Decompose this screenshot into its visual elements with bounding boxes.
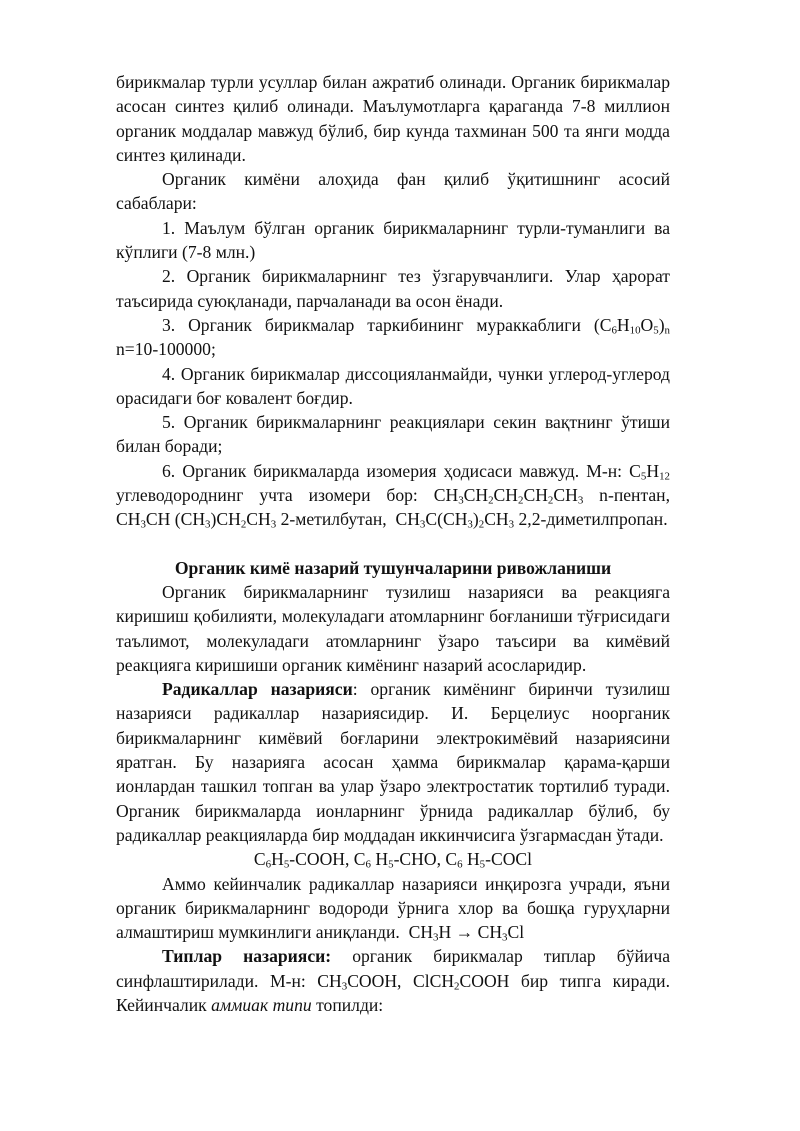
- radicals-title: Радикаллар назарияси: [162, 679, 353, 700]
- methylbutane-label: 2-метилбутан,: [280, 509, 387, 530]
- list-item-3-text: 3. Органик бирикмалар таркибининг мураккаблиги: [162, 314, 581, 335]
- dimethylpropane-label: 2,2-диметилпропан.: [518, 509, 668, 530]
- page-content: [116, 70, 670, 1017]
- types-text-c: топилди:: [316, 994, 384, 1015]
- list-item-6: 6. Органик бирикмаларда изомерия ҳодисаси мавжуд. М-н: $C_5H_{12}$ углеводороднинг учта изомери бор: $CH_3CH_2CH_2CH_2CH_3$ n-пентан, $CH_3CH$ $(CH_3)CH_2CH_3$ 2-метилбутан, $CH_3C(CH_3)_2CH_3$ 2,2-диметилпропан.: [116, 460, 670, 532]
- list-item-3-tail: n=10-100000;: [116, 339, 216, 360]
- list-item-6-intro: 6. Органик бирикмаларда изомерия ҳодисаси мавжуд. М-н:: [162, 460, 623, 481]
- formula-line: $C_6H_5$-COOH, $C_6$ $H_5$-CHO, $C_6$ $H_5$-COCl: [253, 849, 533, 871]
- paragraph-radicals: [116, 677, 670, 847]
- paragraph-crisis: Аммо кейинчалик радикаллар назарияси инқирозга учради, яъни органик бирикмаларнинг водороди ўрнига хлор ва бошқа гуруҳларни алмаштириш мумкинлиги аниқланди. $CH_3H \to CH_3Cl$: [116, 873, 670, 944]
- types-title: Типлар назарияси:: [162, 946, 332, 967]
- types-text-a: органик бирикмалар типлар бўйича синфлаштирилади. М-н:: [116, 946, 671, 991]
- radicals-text: : органик кимёнинг биринчи тузилиш назарияси радикаллар назариясидир. И. Берцелиус ноорганик бирикмаларнинг кимёвий боғларини электрокимёвий назариясини яратган. Бу назарияга асосан ҳамма бирикмалар қарама-қарши ионлардан ташкил топган ва улар ўзаро электростатик тортилиб туради. Органик бирикмаларда ионларнинг ўрнида радикаллар бўлиб, бу радикаллар реакцияларда бир моддадан иккинчисига ўзгармасдан ўтади.: [116, 679, 671, 845]
- list-item-4: 4. Органик бирикмалар диссоцияланмайди, чунки углерод-углерод орасидаги боғ ковалент боғдир.: [116, 363, 670, 408]
- paragraph-theory: Органик бирикмаларнинг тузилиш назарияси ва реакцияга киришиш қобилияти, молекуладаги атомларнинг боғланиши тўғрисидаги таълимот, молекуладаги атомларнинг ўзаро таъсири ва кимёвий реакцияга киришиши органик кимёнинг назарий асосларидир.: [116, 581, 670, 675]
- ammonia-type: аммиак типи: [211, 994, 312, 1015]
- list-item-5: 5. Органик бирикмаларнинг реакциялари секин вақтнинг ўтиши билан боради;: [116, 412, 670, 457]
- list-item-6-isomers: углеводороднинг учта изомери бор:: [116, 485, 418, 506]
- types-text-b: бир типга киради. Кейинчалик: [116, 970, 670, 1015]
- paragraph-intro: бирикмалар турли усуллар билан ажратиб олинади. Органик бирикмалар асосан синтез қилиб олинади. Маълумотларга қараганда 7-8 миллион органик моддалар мавжуд бўлиб, бир кунда тахминан 500 та янги модда синтез қилинади.: [116, 72, 670, 165]
- list-item-2: 2. Органик бирикмаларнинг тез ўзгарувчанлиги. Улар ҳарорат таъсирида суюқланади, парчаланади ва осон ёнади.: [116, 266, 670, 311]
- npentane-label: n-пентан,: [599, 485, 670, 506]
- crisis-text: Аммо кейинчалик радикаллар назарияси инқирозга учради, яъни органик бирикмаларнинг водороди ўрнига хлор ва бошқа гуруҳларни алмаштириш мумкинлиги аниқланди.: [116, 873, 670, 943]
- list-item-1: 1. Маълум бўлган органик бирикмаларнинг турли-туманлиги ва кўплиги (7-8 млн.): [116, 217, 670, 263]
- paragraph-reasons-intro: Органик кимёни алоҳида фан қилиб ўқитишнинг асосий сабаблари:: [116, 169, 670, 214]
- paragraph-types: Типлар назарияси: органик бирикмалар типлар бўйича синфлаштирилади. М-н: $CH_3COOH$, ClCH$_2$COOH бир типга киради. Кейинчалик аммиак типи топилди:: [116, 946, 671, 1015]
- section-heading: Органик кимё назарий тушунчаларини ривожланиши: [174, 557, 612, 578]
- list-item-3: 3. Органик бирикмалар таркибининг мураккаблиги $(C_6H_{10}O_5)_n$ n=10-100000;: [116, 314, 670, 360]
